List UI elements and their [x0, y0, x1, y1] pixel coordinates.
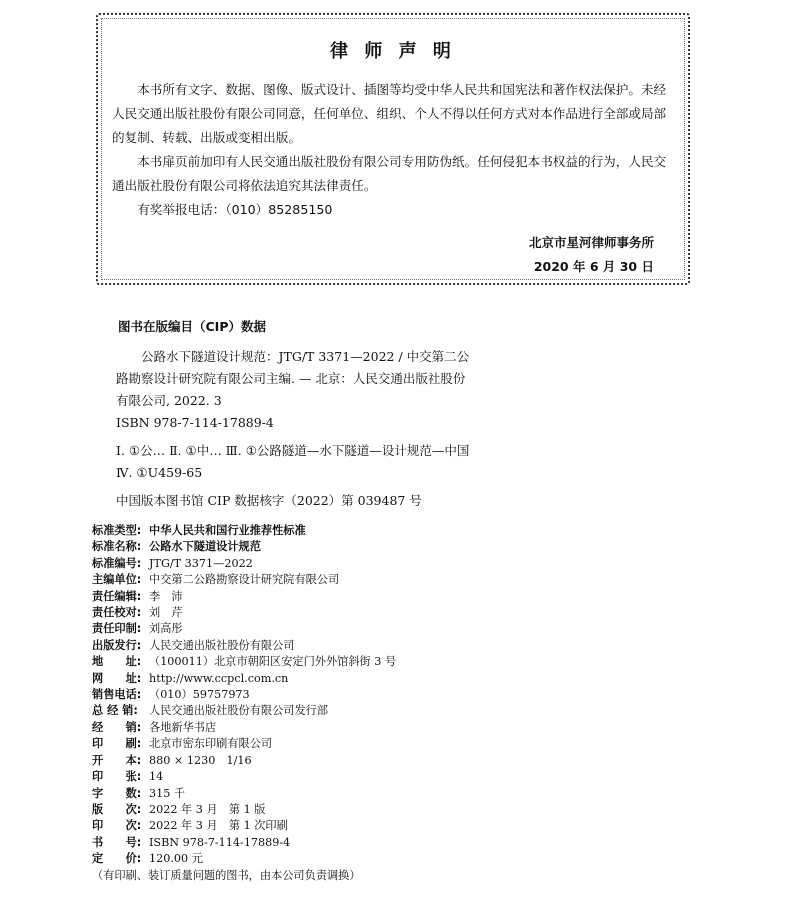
spec-label: 书 号: — [92, 835, 142, 849]
spec-label: 主编单位: — [92, 573, 142, 587]
spec-row — [92, 671, 592, 687]
spec-value: 中交第二公路勘察设计研究院有限公司 — [149, 573, 340, 587]
legal-notice-body — [112, 78, 674, 222]
spec-label: 字 数: — [92, 786, 142, 800]
spec-value: （010）59757973 — [149, 688, 250, 702]
spec-label: 开 本: — [92, 753, 142, 767]
spec-row — [92, 802, 592, 818]
spec-row — [92, 687, 592, 703]
spec-value: 120.00 元 — [149, 852, 203, 866]
spec-value: JTG/T 3371—2022 — [149, 556, 253, 570]
spec-label: 经 销: — [92, 720, 142, 734]
spec-row — [92, 638, 592, 654]
legal-notice-box — [96, 13, 690, 285]
spec-label: 标准类型: — [92, 524, 142, 537]
law-firm-name: 北京市星河律师事务所 — [528, 235, 654, 250]
spec-row — [92, 703, 592, 719]
legal-paragraph: 本书所有文字、数据、图像、版式设计、插图等均受中华人民共和国宪法和著作权法保护。未经人民交通出版社股份有限公司同意，任何单位、组织、个人不得以任何方式对本作品进行全部或局部的复制、转载、出版或变相出版。 — [112, 82, 667, 145]
spec-label: 责任校对: — [92, 606, 142, 620]
spec-row — [92, 539, 592, 555]
spec-label: 地 址: — [92, 655, 142, 669]
spec-label: 责任编辑: — [92, 589, 142, 603]
legal-paragraph: 本书扉页前加印有人民交通出版社股份有限公司专用防伪纸。任何侵犯本书权益的行为，人民交通出版社股份有限公司将依法追究其法律责任。 — [112, 154, 667, 193]
legal-notice-title: 律 师 声 明 — [330, 41, 456, 62]
spec-value: 2022 年 3 月 第 1 版 — [149, 802, 266, 816]
cip-isbn: ISBN 978-7-114-17889-4 — [116, 415, 274, 430]
spec-label: 标准名称: — [92, 540, 142, 554]
spec-value: 李 沛 — [149, 589, 183, 603]
spec-value: 14 — [149, 770, 164, 784]
publication-specs — [92, 523, 592, 884]
cip-entry-text: 公路水下隧道设计规范：JTG/T 3371—2022 / 中交第二公路勘察设计研究院有限公司主编. — 北京：人民交通出版社股份有限公司, 2022. 3 — [116, 349, 470, 408]
spec-row — [92, 835, 592, 851]
spec-row — [92, 851, 592, 867]
spec-value: （100011）北京市朝阳区安定门外外馆斜街 3 号 — [149, 655, 397, 669]
spec-label: 出版发行: — [92, 638, 142, 652]
spec-row — [92, 605, 592, 621]
spec-label: 版 次: — [92, 802, 142, 816]
spec-label: 印 次: — [92, 819, 142, 833]
spec-row — [92, 769, 592, 785]
cip-subjects: Ⅰ. ①公… Ⅱ. ①中… Ⅲ. ①公路隧道—水下隧道—设计规范—中国 Ⅳ. ①U459-65 — [116, 443, 470, 480]
cip-data-section — [116, 316, 476, 518]
spec-label: 网 址: — [92, 671, 142, 685]
spec-value: 315 千 — [149, 786, 186, 800]
cip-heading: 图书在版编目（CIP）数据 — [118, 319, 266, 334]
spec-value: 中华人民共和国行业推荐性标准 — [149, 524, 306, 537]
spec-label: 责任印制: — [92, 622, 142, 636]
spec-label: 定 价: — [92, 852, 142, 866]
spec-row — [92, 523, 592, 539]
spec-row — [92, 654, 592, 670]
spec-value: 2022 年 3 月 第 1 次印刷 — [149, 819, 288, 833]
spec-value: 人民交通出版社股份有限公司发行部 — [149, 704, 329, 718]
spec-value: 刘 芹 — [149, 606, 183, 620]
spec-label: 标准编号: — [92, 556, 142, 570]
spec-row — [92, 589, 592, 605]
spec-row — [92, 753, 592, 769]
spec-row — [92, 621, 592, 637]
spec-label: 销售电话: — [92, 688, 142, 702]
spec-label: 印 刷: — [92, 737, 142, 751]
spec-row — [92, 786, 592, 802]
spec-value: 刘高彤 — [149, 622, 183, 636]
spec-row — [92, 556, 592, 572]
spec-value: 公路水下隧道设计规范 — [149, 540, 261, 554]
spec-value: http://www.ccpcl.com.cn — [149, 671, 289, 685]
spec-label: 总 经 销: — [92, 704, 138, 718]
spec-label: 印 张: — [92, 770, 142, 784]
spec-value: 各地新华书店 — [149, 720, 217, 734]
spec-row — [92, 720, 592, 736]
spec-row — [92, 818, 592, 834]
notice-date: 2020 年 6 月 30 日 — [533, 259, 654, 274]
spec-row — [92, 736, 592, 752]
cip-library-note: 中国版本图书馆 CIP 数据核字（2022）第 039487 号 — [116, 493, 422, 508]
legal-hotline: 有奖举报电话：（010）85285150 — [137, 202, 333, 217]
spec-row — [92, 572, 592, 588]
quality-note: （有印刷、装订质量问题的图书，由本公司负责调换） — [92, 868, 361, 882]
spec-value: ISBN 978-7-114-17889-4 — [149, 835, 291, 849]
spec-value: 880 × 1230 1/16 — [149, 753, 252, 767]
legal-signature — [529, 231, 654, 279]
cip-entry — [116, 346, 476, 434]
spec-value: 人民交通出版社股份有限公司 — [149, 638, 295, 652]
spec-value: 北京市密东印刷有限公司 — [149, 737, 273, 751]
